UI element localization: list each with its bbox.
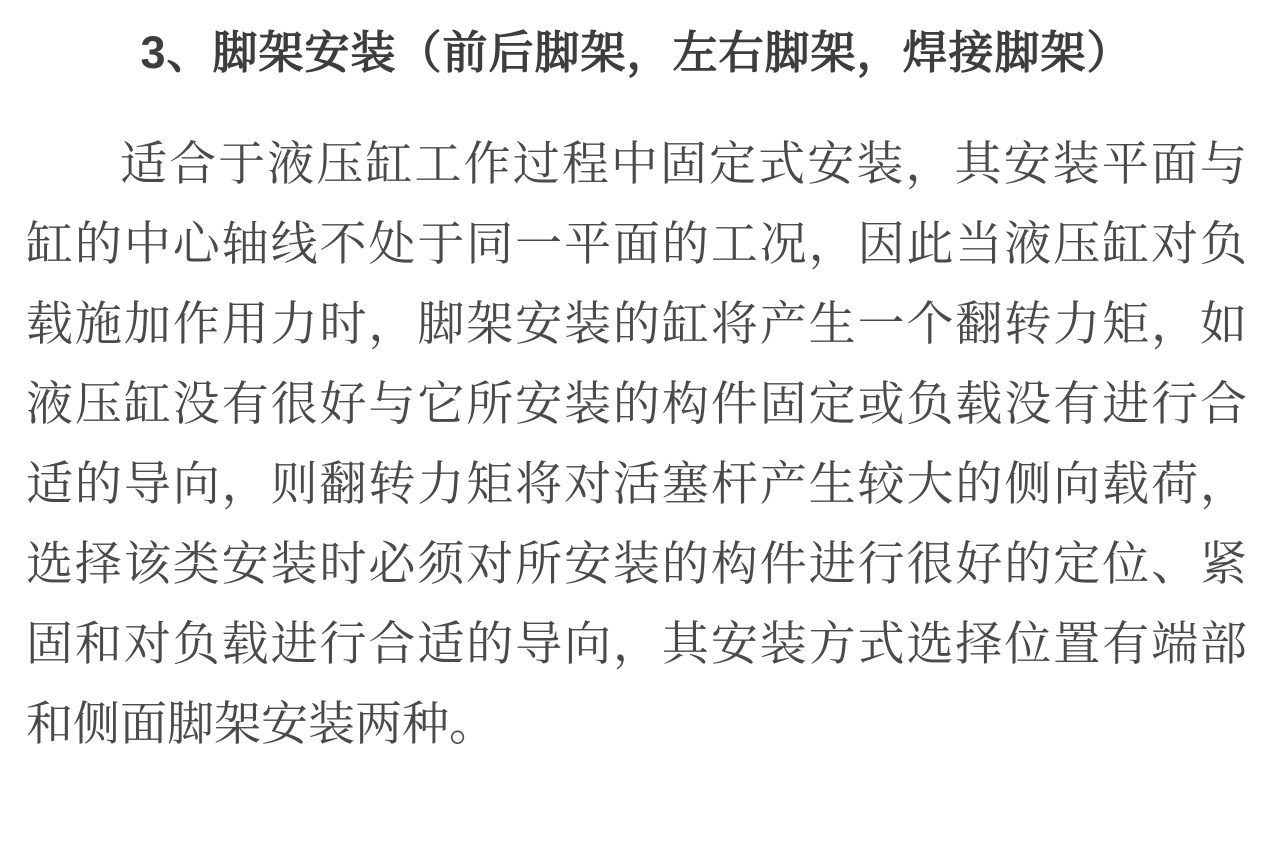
text-line: 液压缸没有很好与它所安装的构件固定或负载没有进行合: [26, 377, 1247, 430]
text-line: 选择该类安装时必须对所安装的构件进行很好的定位、紧: [26, 537, 1247, 590]
text-line: 固和对负载进行合适的导向，其安装方式选择位置有端部: [26, 617, 1247, 670]
text-line: 缸的中心轴线不处于同一平面的工况，因此当液压缸对负: [26, 217, 1247, 270]
section-heading: 3、脚架安装（前后脚架，左右脚架，焊接脚架）: [140, 27, 1133, 78]
body-paragraph: [26, 124, 1247, 764]
text-line: 和侧面脚架安装两种。: [26, 697, 496, 750]
text-line: 适合于液压缸工作过程中固定式安装，其安装平面与: [120, 137, 1247, 190]
text-line: 适的导向，则翻转力矩将对活塞杆产生较大的侧向载荷，: [26, 457, 1247, 510]
text-line: 载施加作用力时，脚架安装的缸将产生一个翻转力矩，如: [26, 297, 1247, 350]
